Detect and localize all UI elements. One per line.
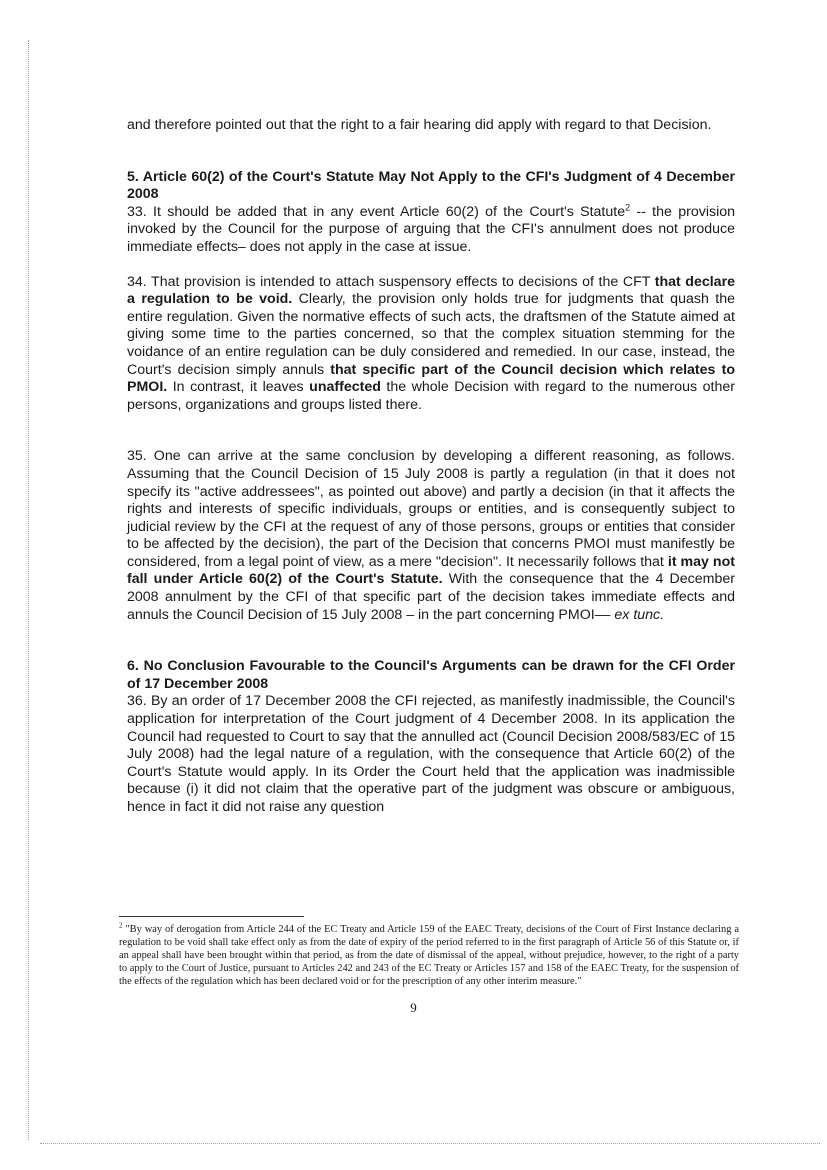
p34-text-d: In contrast, it leaves <box>167 379 310 396</box>
p33-text-b: -- the provision invoked by the Council for the purpose of arguing that the CFI's annulment does not produce immediate effects– does not apply in the case at issue. <box>127 203 735 255</box>
paragraph-35 <box>127 448 735 624</box>
p35-bold: it may not fall under Article 60(2) of the Court's Statute. <box>127 553 735 588</box>
footnote-ref-2: 2 <box>625 202 631 213</box>
document-body <box>127 117 735 834</box>
page-number: 9 <box>410 1000 417 1015</box>
p34-text-c: Clearly, the provision only holds true for judgments that quash the entire regulation. Given the normative effects of such acts, the draftsmen of the Statute aimed at giving some time to the parties concerned, so that the complex situation stemming for the voidance of an entire regulation can be duly considered and remedied. In our case, instead, the Court's decision simply annuls <box>127 291 735 378</box>
paragraph-33 <box>127 204 735 257</box>
paragraph-36: 36. By an order of 17 December 2008 the CFI rejected, as manifestly inadmissible, the Council's application for interpretation of the Court judgment of 4 December 2008. In its application the Council had requested to Court to say that the annulled act (Council Decision 2008/583/EC of 15 July 2008) had the legal nature of a regulation, with the consequence that Article 60(2) of the Court's Statute would apply. In its Order the Court held that the application was inadmissible because (i) it did not claim that the operative part of the judgment was obscure or ambiguous, hence in fact it did not raise any question <box>127 693 735 815</box>
section-6-heading: 6. No Conclusion Favourable to the Council's Arguments can be drawn for the CFI Order of 17 December 2008 <box>127 658 735 692</box>
footnote-mark: 2 <box>119 921 123 930</box>
p35-text-a: 35. One can arrive at the same conclusion by developing a different reasoning, as follows. Assuming that the Council Decision of 15 July 2008 is partly a regulation (in that it does not specify its "active addressees", as pointed out above) and partly a decision (in that it affects the rights and interests of specific individuals, groups or entities, and is consequently subject to judicial review by the CFI at the request of any of those persons, groups or entities that consider to be affected by the decision), the part of the Decision that concerns PMOI must manifestly be considered, from a legal point of view, as a mere "decision". It necessarily follows that <box>127 448 735 570</box>
p34-text-e: the whole Decision with regard to the numerous other persons, organizations and groups listed there. <box>127 379 735 413</box>
p34-bold-2: that specific part of the Council decision which relates to PMOI. <box>127 361 735 396</box>
paragraph-34 <box>127 274 735 415</box>
p33-text-a: 33. It should be added that in any event Article 60(2) of the Court's Statute <box>127 203 626 220</box>
intro-paragraph: and therefore pointed out that the right to a fair hearing did apply with regard to that Decision. <box>127 117 712 133</box>
footnote-divider <box>119 916 304 917</box>
scan-edge-left <box>28 40 29 1140</box>
p34-bold-3: unaffected <box>309 379 381 396</box>
section-5-heading: 5. Article 60(2) of the Court's Statute May Not Apply to the CFI's Judgment of 4 December 2008 <box>127 168 735 203</box>
p35-text-c: With the consequence that the 4 December 2008 annulment by the CFI of that specific part of the decision takes immediate effects and annuls the Council Decision of 15 July 2008 – in the part concerning PMOI–– <box>127 571 735 623</box>
p34-bold-1: that declare a regulation to be void. <box>127 273 735 308</box>
footnote-text: "By way of derogation from Article 244 of the EC Treaty and Article 159 of the EAEC Treaty, decisions of the Court of First Instance declaring a regulation to be void shall take effect only as from the date of expiry of the period referred to in the first paragraph of Article 56 of this Statute or, if an appeal shall have been brought within that period, as from the date of dismissal of the appeal, without prejudice, however, to the right of a party to apply to the Court of Justice, pursuant to Articles 242 and 243 of the EC Treaty or Articles 157 and 158 of the EAEC Treaty, for the suspension of the effects of the regulation which has been declared void or for the prescription of any other interim measure." <box>119 924 739 987</box>
footnote-2 <box>119 923 739 988</box>
scan-edge-bottom <box>40 1143 820 1144</box>
p35-italic: ex tunc. <box>614 606 665 623</box>
p34-text-a: 34. That provision is intended to attach suspensory effects to decisions of the CFT <box>127 273 655 290</box>
